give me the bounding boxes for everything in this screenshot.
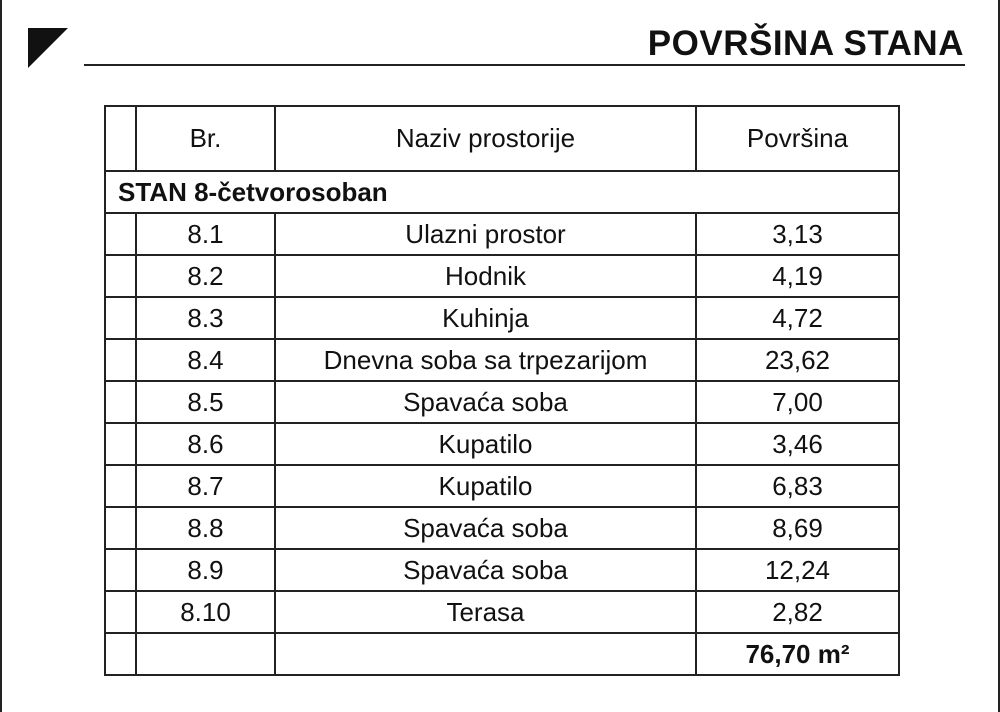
room-area: 7,00: [696, 381, 899, 423]
row-spacer-cell: [105, 255, 136, 297]
room-area: 4,72: [696, 297, 899, 339]
column-header-room-name: Naziv prostorije: [275, 106, 696, 171]
room-name: Spavaća soba: [275, 507, 696, 549]
total-name-cell: [275, 633, 696, 675]
table-row: [105, 339, 899, 381]
room-name: Kupatilo: [275, 465, 696, 507]
title-underline: [84, 64, 965, 66]
table-row: [105, 549, 899, 591]
room-name: Ulazni prostor: [275, 213, 696, 255]
room-number: 8.5: [136, 381, 275, 423]
room-name: Hodnik: [275, 255, 696, 297]
row-spacer-cell: [105, 339, 136, 381]
page-title: POVRŠINA STANA: [647, 24, 964, 63]
room-area: 3,13: [696, 213, 899, 255]
room-area: 6,83: [696, 465, 899, 507]
section-row: [105, 171, 899, 213]
total-spacer-cell: [105, 633, 136, 675]
room-number: 8.10: [136, 591, 275, 633]
total-number-cell: [136, 633, 275, 675]
table-row: [105, 297, 899, 339]
room-number: 8.6: [136, 423, 275, 465]
room-number: 8.2: [136, 255, 275, 297]
table-row: [105, 507, 899, 549]
table-row: [105, 213, 899, 255]
total-row: [105, 633, 899, 675]
room-number: 8.1: [136, 213, 275, 255]
room-area: 2,82: [696, 591, 899, 633]
room-number: 8.9: [136, 549, 275, 591]
table-row: [105, 465, 899, 507]
page-left-border: [0, 0, 2, 712]
row-spacer-cell: [105, 591, 136, 633]
table-row: [105, 381, 899, 423]
room-area: 4,19: [696, 255, 899, 297]
room-area: 8,69: [696, 507, 899, 549]
area-table: [104, 105, 900, 676]
room-name: Terasa: [275, 591, 696, 633]
room-name: Kupatilo: [275, 423, 696, 465]
table-row: [105, 255, 899, 297]
table-row: [105, 423, 899, 465]
corner-triangle-icon: [28, 28, 68, 68]
row-spacer-cell: [105, 297, 136, 339]
table-row: [105, 591, 899, 633]
room-number: 8.4: [136, 339, 275, 381]
table-header-row: [105, 106, 899, 171]
row-spacer-cell: [105, 213, 136, 255]
row-spacer-cell: [105, 381, 136, 423]
row-spacer-cell: [105, 507, 136, 549]
room-area: 23,62: [696, 339, 899, 381]
room-number: 8.8: [136, 507, 275, 549]
room-name: Kuhinja: [275, 297, 696, 339]
row-spacer-cell: [105, 549, 136, 591]
room-number: 8.3: [136, 297, 275, 339]
room-name: Spavaća soba: [275, 549, 696, 591]
section-title: STAN 8-četvorosoban: [105, 171, 899, 213]
room-name: Spavaća soba: [275, 381, 696, 423]
room-area: 12,24: [696, 549, 899, 591]
column-header-number: Br.: [136, 106, 275, 171]
room-name: Dnevna soba sa trpezarijom: [275, 339, 696, 381]
total-area: 76,70 m²: [696, 633, 899, 675]
room-area: 3,46: [696, 423, 899, 465]
header-spacer-cell: [105, 106, 136, 171]
room-number: 8.7: [136, 465, 275, 507]
column-header-area: Površina: [696, 106, 899, 171]
row-spacer-cell: [105, 423, 136, 465]
row-spacer-cell: [105, 465, 136, 507]
